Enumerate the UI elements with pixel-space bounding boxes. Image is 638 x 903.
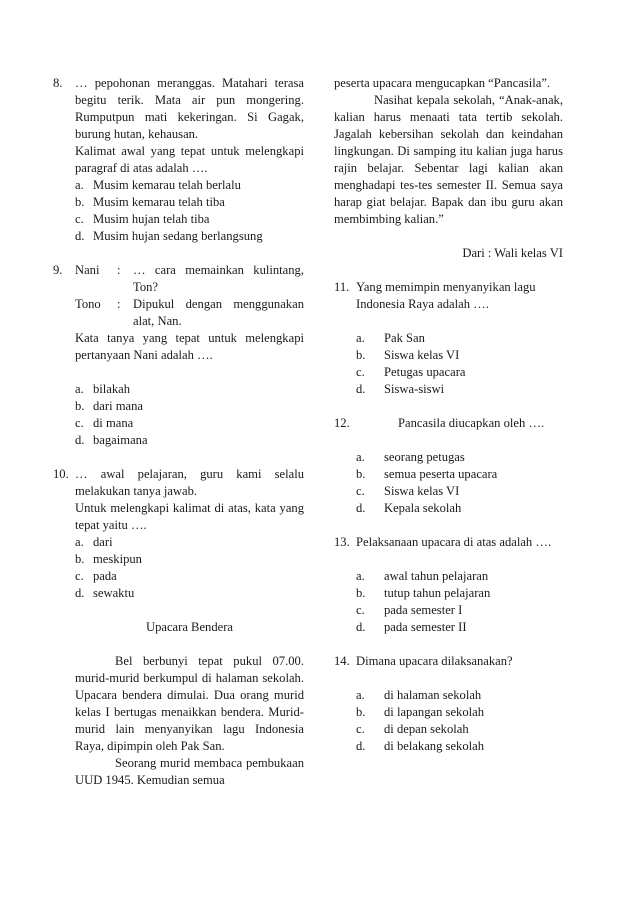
question-instruction: Untuk melengkapi kalimat di atas, kata yang tepat yaitu …. bbox=[75, 501, 304, 532]
option-list bbox=[334, 568, 563, 636]
question-number: 12. bbox=[334, 416, 350, 430]
option-b[interactable]: b. Siswa kelas VI bbox=[356, 348, 460, 362]
question-12 bbox=[334, 415, 563, 432]
question-number: 9. bbox=[53, 263, 63, 277]
question-text: … pepohonan meranggas. Matahari terasa begitu terik. Mata air pun mongering. Rumputpun mati kekeringan. Si Gagak, burung hutan, kehausan. bbox=[75, 76, 304, 141]
reading-paragraph-2: Seorang murid membaca pembukaan UUD 1945. Kemudian semua bbox=[75, 756, 304, 787]
option-c[interactable]: c. di depan sekolah bbox=[356, 722, 469, 736]
question-instruction: Kata tanya yang tepat untuk melengkapi pertanyaan Nani adalah …. bbox=[75, 331, 304, 362]
option-d[interactable]: d. Siswa-siswi bbox=[356, 382, 445, 396]
reading-signature: Dari : Wali kelas VI bbox=[462, 246, 563, 260]
question-8 bbox=[53, 75, 304, 245]
left-column bbox=[53, 75, 304, 789]
question-13 bbox=[334, 534, 563, 551]
option-c[interactable]: c. pada bbox=[75, 569, 117, 583]
option-b[interactable]: b. tutup tahun pelajaran bbox=[356, 586, 491, 600]
question-11 bbox=[334, 279, 563, 313]
question-number: 10. bbox=[53, 467, 69, 481]
option-a[interactable]: a. Musim kemarau telah berlalu bbox=[75, 178, 241, 192]
option-b[interactable]: b. meskipun bbox=[75, 552, 142, 566]
option-list bbox=[334, 449, 563, 517]
reading-paragraph-3: Nasihat kepala sekolah, “Anak-anak, kalian harus menaati tata tertib sekolah. Jagalah kebersihan sekolah dan keindahan lingkungan. Di samping itu kalian juga harus rajin belajar. Sebentar lagi kalian akan menghadapi tes-tes semester II. Semua saya harap giat belajar. Bapak dan ibu guru akan membimbing kalian.” bbox=[334, 93, 563, 226]
option-d[interactable]: d. Musim hujan sedang berlangsung bbox=[75, 229, 263, 243]
question-instruction: Kalimat awal yang tepat untuk melengkapi paragraf di atas adalah …. bbox=[75, 144, 304, 175]
reading-paragraph-2-continued: peserta upacara mengucapkan “Pancasila”. bbox=[334, 76, 551, 90]
option-c[interactable]: c. pada semester I bbox=[356, 603, 463, 617]
option-c[interactable]: c. Petugas upacara bbox=[356, 365, 466, 379]
option-d[interactable]: d. bagaimana bbox=[75, 433, 148, 447]
option-c[interactable]: c. Siswa kelas VI bbox=[356, 484, 460, 498]
option-b[interactable]: b. dari mana bbox=[75, 399, 143, 413]
question-text: … awal pelajaran, guru kami selalu melakukan tanya jawab. bbox=[75, 467, 304, 498]
option-a[interactable]: a. seorang petugas bbox=[356, 450, 465, 464]
dialog-line-nani: Nani : … cara memainkan kulintang, Ton? bbox=[75, 263, 304, 294]
right-column bbox=[334, 75, 563, 755]
option-list bbox=[75, 381, 304, 449]
option-a[interactable]: a. dari bbox=[75, 535, 113, 549]
question-number: 11. bbox=[334, 280, 350, 294]
reading-title: Upacara Bendera bbox=[145, 620, 234, 634]
question-text: Dimana upacara dilaksanakan? bbox=[356, 654, 513, 668]
option-list bbox=[334, 687, 563, 755]
option-d[interactable]: d. sewaktu bbox=[75, 586, 135, 600]
option-list bbox=[334, 330, 563, 398]
question-14 bbox=[334, 653, 563, 670]
option-d[interactable]: d. di belakang sekolah bbox=[356, 739, 485, 753]
question-number: 14. bbox=[334, 654, 350, 668]
option-d[interactable]: d. pada semester II bbox=[356, 620, 467, 634]
option-a[interactable]: a. bilakah bbox=[75, 382, 131, 396]
option-list bbox=[75, 534, 304, 602]
question-number: 13. bbox=[334, 535, 350, 549]
option-a[interactable]: a. awal tahun pelajaran bbox=[356, 569, 489, 583]
option-b[interactable]: b. semua peserta upacara bbox=[356, 467, 498, 481]
question-10 bbox=[53, 466, 304, 602]
option-c[interactable]: c. Musim hujan telah tiba bbox=[75, 212, 210, 226]
option-b[interactable]: b. Musim kemarau telah tiba bbox=[75, 195, 225, 209]
question-9 bbox=[53, 262, 304, 449]
option-list bbox=[75, 177, 304, 245]
question-text: Pelaksanaan upacara di atas adalah …. bbox=[356, 535, 552, 549]
option-b[interactable]: b. di lapangan sekolah bbox=[356, 705, 485, 719]
dialog-line-tono: Tono : Dipukul dengan menggunakan alat, Nan. bbox=[75, 297, 304, 328]
question-text: Pancasila diucapkan oleh …. bbox=[398, 416, 545, 430]
question-number: 8. bbox=[53, 76, 63, 90]
option-c[interactable]: c. di mana bbox=[75, 416, 134, 430]
option-a[interactable]: a. di halaman sekolah bbox=[356, 688, 482, 702]
reading-paragraph-1: Bel berbunyi tepat pukul 07.00. murid-murid berkumpul di halaman sekolah. Upacara bendera dimulai. Dua orang murid kelas I bertugas menaikkan bendera. Murid-murid lain menyanyikan lagu Indonesia Raya, dipimpin oleh Pak San. bbox=[75, 654, 304, 753]
option-d[interactable]: d. Kepala sekolah bbox=[356, 501, 462, 515]
question-text: Yang memimpin menyanyikan lagu Indonesia Raya adalah …. bbox=[356, 280, 536, 311]
option-a[interactable]: a. Pak San bbox=[356, 331, 425, 345]
